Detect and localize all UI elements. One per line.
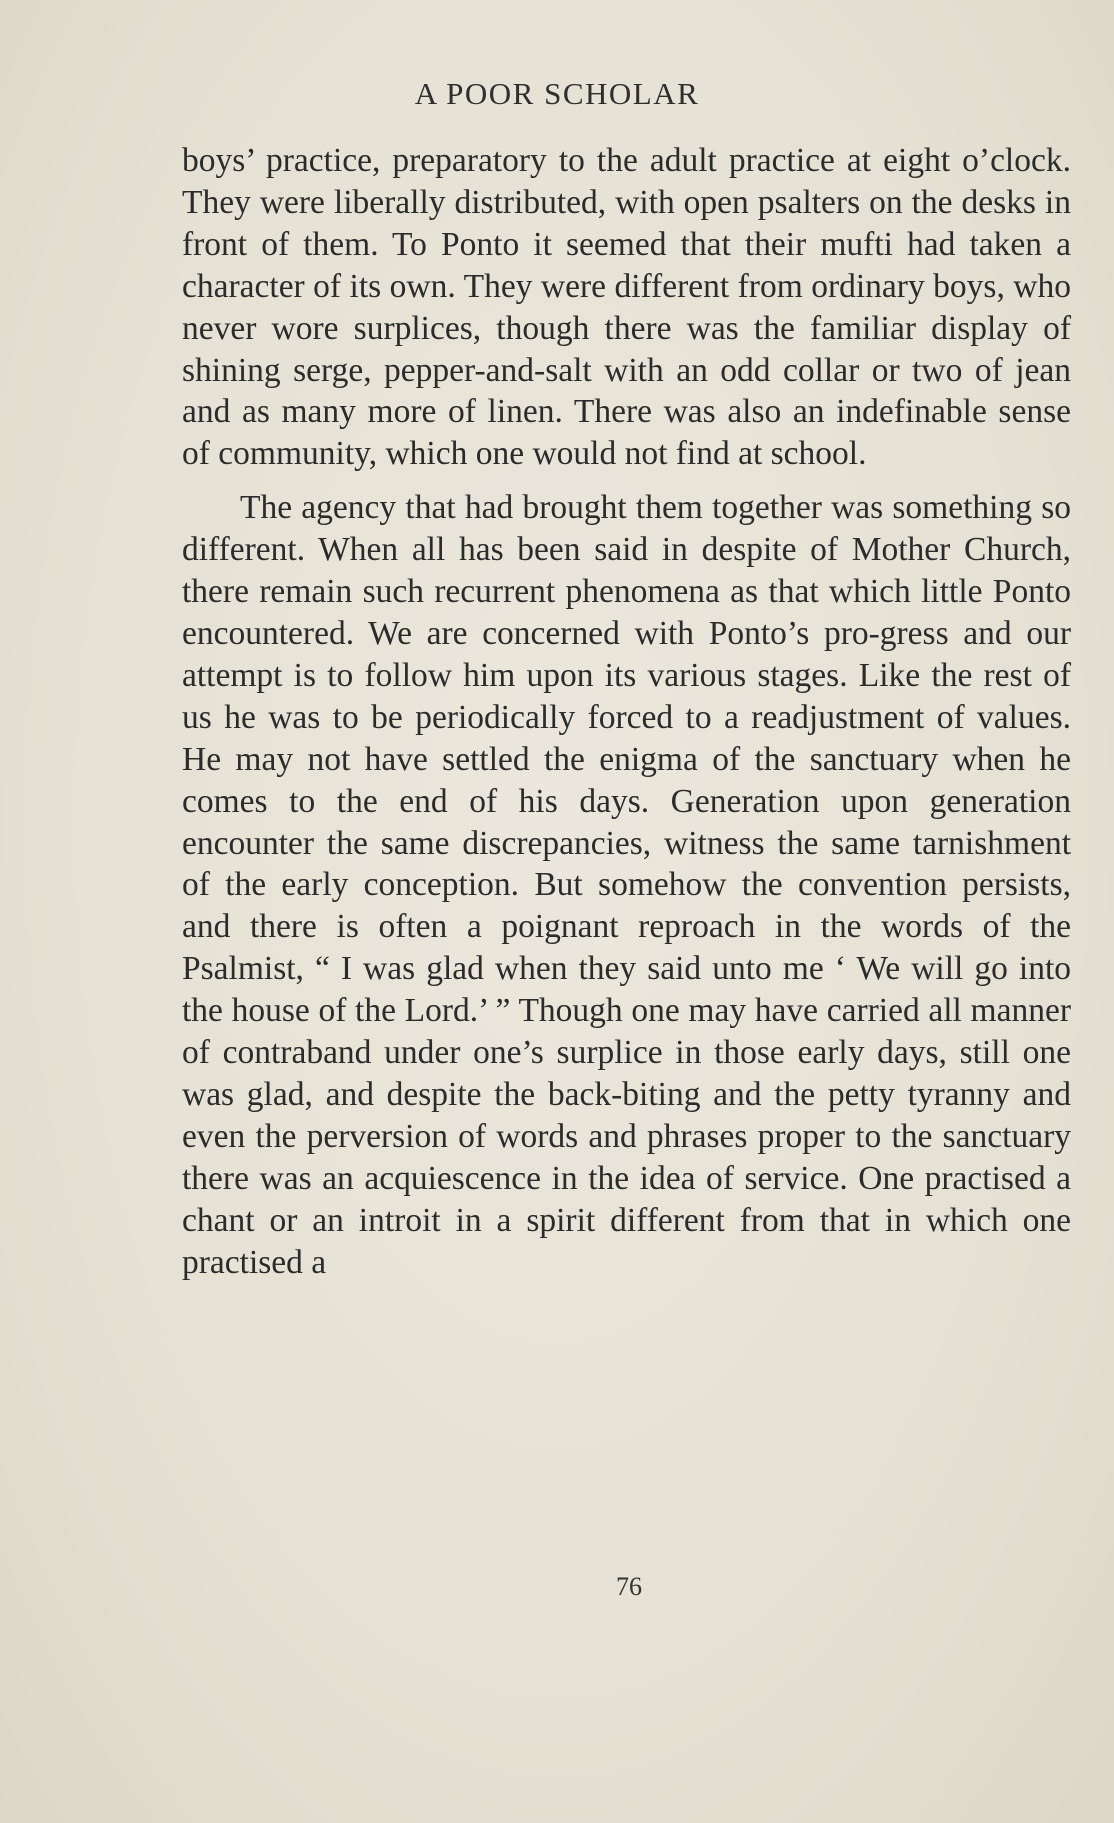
running-head: A POOR SCHOLAR (414, 76, 700, 111)
paragraph-2: The agency that had brought them together was something so different. When all has been said in despite of Mother Church, there remain such recurrent phenomena as that which little Ponto encountered. We are concerned with Ponto’s pro-gress and our attempt is to follow him upon its various stages. Like the rest of us he was to be periodically forced to a readjustment of values. He may not have settled the enigma of the sanctuary when he comes to the end of his days. Generation upon generation encounter the same discrepancies, witness the same tarnishment of the early conception. But somehow the convention persists, and there is often a poignant reproach in the words of the Psalmist, “ I was glad when they said unto me ‘ We will go into the house of the Lord.’ ” Though one may have carried all manner of contraband under one’s surplice in those early days, still one was glad, and despite the back-biting and the petty tyranny and even the perversion of words and phrases proper to the sanctuary there was an acquiescence in the idea of service. One practised a chant or an introit in a spirit different from that in which one practised a (182, 489, 1071, 1281)
paragraph-1: boys’ practice, preparatory to the adult practice at eight o’clock. They were liberally distributed, with open psalters on the desks in front of them. To Ponto it seemed that their mufti had taken a character of its own. They were different from ordinary boys, who never wore surplices, though there was the familiar display of shining serge, pepper-and-salt with an odd collar or two of jean and as many more of linen. There was also an indefinable sense of community, which one would not find at school. (182, 142, 1071, 473)
page-number: 76 (616, 1572, 642, 1601)
body-text (182, 140, 1071, 1283)
